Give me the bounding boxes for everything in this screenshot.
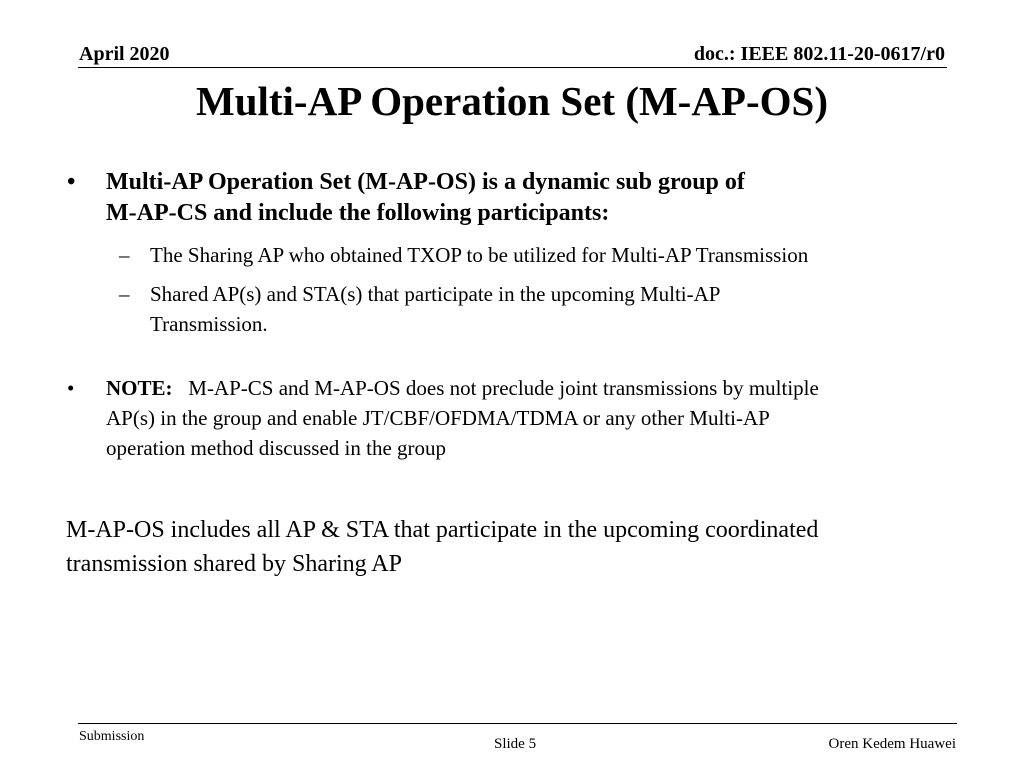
sub-bullet-2: [119, 279, 910, 339]
bullet-1-line-1: Multi-AP Operation Set (M-AP-OS) is a dynamic sub group of: [106, 169, 745, 195]
footer-divider: [78, 723, 957, 724]
footer-submission: Submission: [79, 729, 145, 744]
bullet-marker: •: [67, 169, 76, 195]
header-divider: [78, 67, 947, 68]
slide-title: Multi-AP Operation Set (M-AP-OS): [196, 78, 828, 124]
bullet-2-note: [67, 373, 996, 463]
sub-bullet-1: [119, 240, 980, 270]
header-date: April 2020: [79, 43, 170, 65]
dash-marker: –: [119, 282, 130, 306]
note-label: NOTE:: [106, 376, 173, 400]
summary-line-1: M-AP-OS includes all AP & STA that participate in the upcoming coordinated: [66, 517, 819, 543]
footer-author: Oren Kedem Huawei: [828, 736, 956, 752]
sub-bullet-2-line-1: Shared AP(s) and STA(s) that participate in the upcoming Multi-AP: [150, 282, 721, 306]
dash-marker: –: [119, 243, 130, 267]
note-line-1: M-AP-CS and M-AP-OS does not preclude joint transmissions by multiple: [188, 376, 819, 400]
bullet-1: [67, 167, 896, 229]
note-line-2: AP(s) in the group and enable JT/CBF/OFDMA/TDMA or any other Multi-AP: [106, 406, 770, 430]
summary-line-2: transmission shared by Sharing AP: [66, 551, 402, 577]
sub-bullet-1-line-1: The Sharing AP who obtained TXOP to be utilized for Multi-AP Transmission: [150, 243, 809, 267]
bullet-1-line-2: M-AP-CS and include the following participants:: [106, 200, 610, 226]
bullet-marker: •: [67, 376, 75, 400]
sub-bullet-2-line-2: Transmission.: [150, 312, 268, 336]
header-doc-id: doc.: IEEE 802.11-20-0617/r0: [693, 43, 945, 65]
summary-paragraph: [66, 513, 1006, 581]
footer-slide-number: Slide 5: [494, 736, 537, 752]
note-line-3: operation method discussed in the group: [106, 436, 447, 460]
